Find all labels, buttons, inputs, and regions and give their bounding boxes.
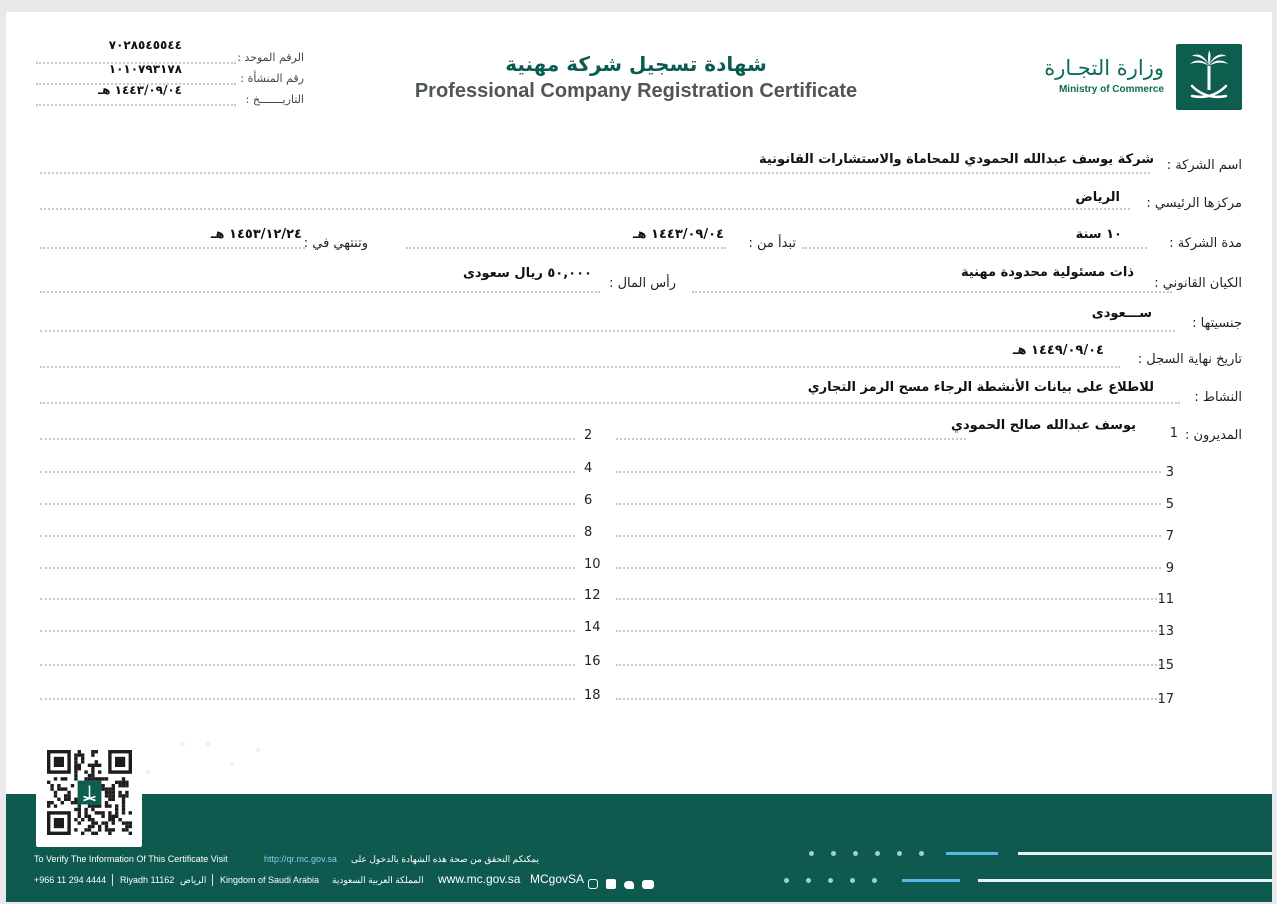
manager-number-12: 12 (584, 588, 601, 603)
establishment-number-label: رقم المنشأة : (240, 72, 304, 85)
registry-end-label: تاريخ نهاية السجل : (1137, 352, 1242, 367)
issue-date-label: التاريـــــــخ : (245, 93, 304, 106)
activity-value: للاطلاع على بيانات الأنشطة الرجاء مسح الرمز التجاري (807, 380, 1154, 395)
manager-number-11: 11 (1157, 592, 1174, 607)
unified-number-value: ٧٠٢٨٥٤٥٥٤٤ (108, 38, 182, 52)
instagram-icon[interactable] (588, 879, 598, 889)
website-link[interactable]: www.mc.gov.sa (438, 872, 521, 886)
headquarters-value: الرياض (1075, 190, 1120, 205)
nationality-label: جنسيتها : (1192, 316, 1242, 331)
verify-text-english: To Verify The Information Of This Certificate Visit (34, 854, 228, 864)
manager-number-5: 5 (1165, 497, 1174, 512)
footer-band (6, 794, 1272, 902)
issue-date-value: ١٤٤٣/٠٩/٠٤ هـ (98, 83, 182, 97)
manager-number-9: 9 (1165, 561, 1174, 576)
duration-start-value: ١٤٤٣/٠٩/٠٤ هـ (633, 227, 724, 242)
certificate-page (6, 12, 1272, 902)
manager-number-1: 1 (1169, 426, 1178, 441)
activity-label: النشاط : (1194, 390, 1242, 405)
kingdom-arabic: المملكة العربية السعودية (332, 875, 424, 885)
capital-value: ٥٠,٠٠٠ ريال سعودى (462, 266, 592, 281)
manager-number-3: 3 (1165, 465, 1174, 480)
manager-number-16: 16 (584, 654, 601, 669)
palm-swords-emblem-icon (1176, 44, 1242, 110)
manager-number-17: 17 (1157, 692, 1174, 707)
title-arabic: شهادة تسجيل شركة مهنية (505, 52, 767, 76)
duration-end-value: ١٤٥٣/١٢/٢٤ هـ (211, 227, 302, 242)
manager-number-8: 8 (584, 525, 593, 540)
manager-number-10: 10 (584, 557, 601, 572)
legal-entity-label: الكيان القانوني : (1154, 276, 1242, 291)
manager-number-6: 6 (584, 493, 593, 508)
manager-number-18: 18 (584, 688, 601, 703)
manager-number-2: 2 (584, 428, 593, 443)
duration-start-label: تبدأ من : (748, 236, 796, 251)
legal-entity-value: ذات مسئولية محدودة مهنية (960, 265, 1134, 280)
facebook-icon[interactable] (606, 879, 616, 889)
unified-number-label: الرقم الموحد : (237, 51, 304, 64)
manager-number-7: 7 (1165, 529, 1174, 544)
establishment-number-value: ١٠١٠٧٩٣١٧٨ (108, 62, 182, 76)
manager-number-15: 15 (1157, 658, 1174, 673)
duration-end-label: وتنتهي في : (303, 236, 368, 251)
company-name-value: شركة يوسف عبدالله الحمودي للمحاماة والاستشارات القانونية (758, 152, 1154, 167)
riyadh-english: Riyadh 11162 (120, 875, 175, 885)
title-english: Professional Company Registration Certificate (414, 80, 858, 102)
kingdom-english: Kingdom of Saudi Arabia (220, 875, 320, 885)
capital-label: رأس المال : (609, 276, 676, 291)
manager-number-14: 14 (584, 620, 601, 635)
company-name-label: اسم الشركة : (1166, 158, 1242, 173)
phone-number: +966 11 294 4444 (34, 875, 107, 885)
manager-number-4: 4 (584, 461, 593, 476)
duration-value: ١٠ سنة (1075, 227, 1122, 242)
manager-1-name: يوسف عبدالله صالح الحمودي (951, 418, 1136, 433)
managers-label: المديرون : (1184, 428, 1242, 443)
youtube-icon[interactable] (642, 880, 654, 889)
ministry-name-arabic: وزارة التجـارة (1044, 56, 1164, 80)
ministry-name-english: Ministry of Commerce (1058, 84, 1164, 95)
headquarters-label: مركزها الرئيسي : (1146, 196, 1242, 211)
riyadh-arabic: الرياض (180, 875, 207, 885)
twitter-icon[interactable] (624, 881, 634, 889)
qr-code[interactable] (36, 737, 142, 847)
social-handle: MCgovSA (530, 872, 585, 886)
registry-end-value: ١٤٤٩/٠٩/٠٤ هـ (1013, 343, 1104, 358)
nationality-value: ســـعودى (1091, 306, 1152, 321)
social-icons (588, 874, 654, 885)
duration-label: مدة الشركة : (1169, 236, 1242, 251)
verify-url-link[interactable]: http://qr.mc.gov.sa (264, 854, 337, 864)
verify-text-arabic: يمكنكم التحقق من صحة هذه الشهادة بالدخول على (351, 854, 540, 864)
manager-number-13: 13 (1157, 624, 1174, 639)
